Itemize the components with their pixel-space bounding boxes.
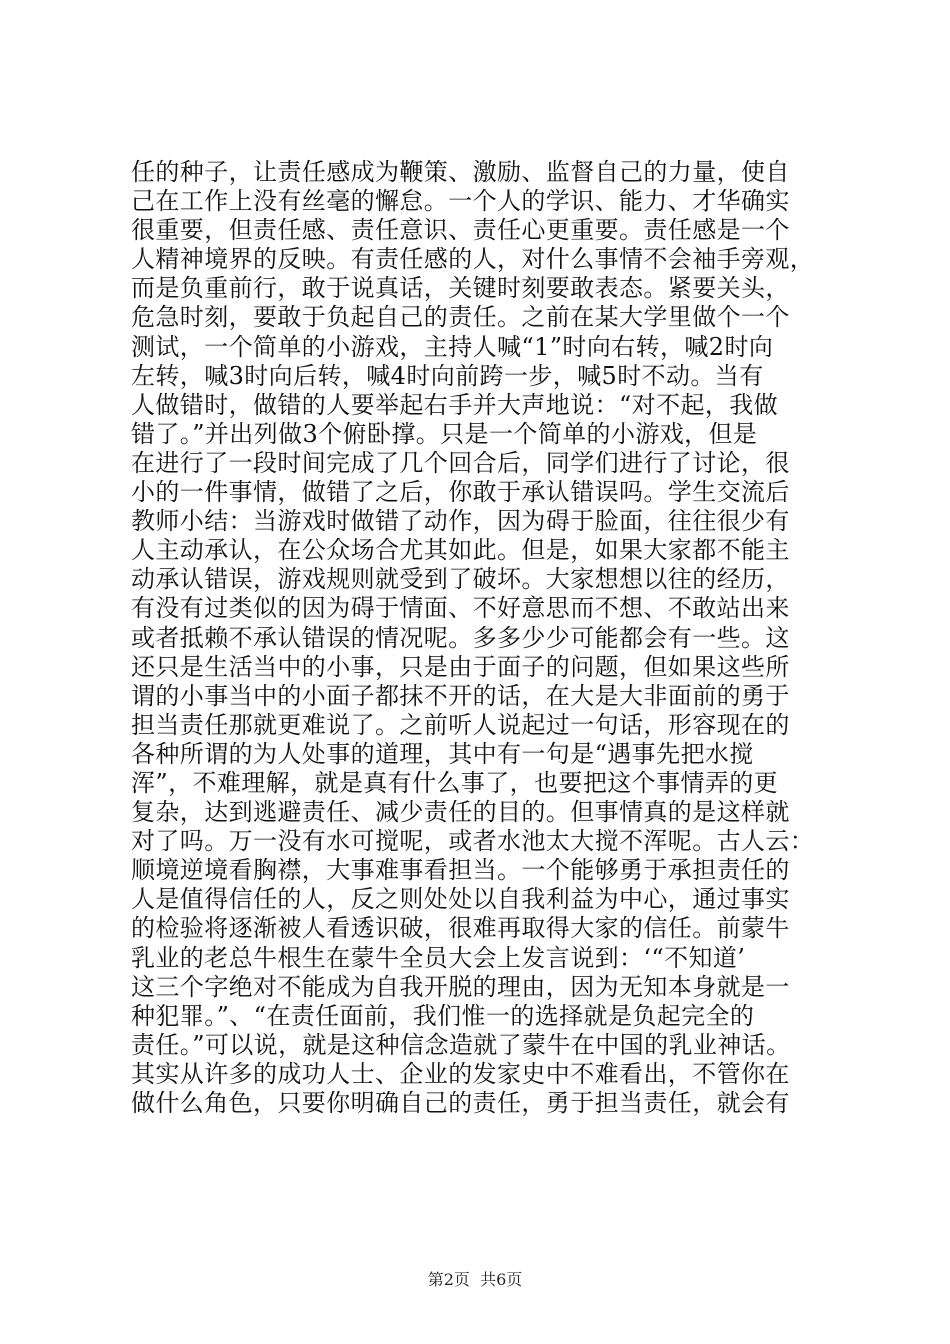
text-line: 乳业的老总牛根生在蒙牛全员大会上发言说到：‘“不知道’ bbox=[131, 943, 746, 972]
text-line: 有没有过类似的因为碍于情面、不好意思而不想、不敢站出来 bbox=[131, 594, 790, 623]
text-line: 己在工作上没有丝毫的懈怠。一个人的学识、能力、才华确实 bbox=[131, 187, 790, 216]
text-line: 人是值得信任的人，反之则处处以自我利益为中心，通过事实 bbox=[131, 885, 790, 914]
text-line: 其实从许多的成功人士、企业的发家史中不难看出，不管你在 bbox=[131, 1059, 790, 1088]
text-line: 人做错时，做错的人要举起右手并大声地说：“对不起，我做 bbox=[131, 390, 779, 419]
text-line: 复杂，达到逃避责任、减少责任的目的。但事情真的是这样就 bbox=[131, 798, 790, 827]
text-line: 在进行了一段时间完成了几个回合后，同学们进行了讨论，很 bbox=[131, 448, 790, 477]
text-line: 谓的小事当中的小面子都抹不开的话，在大是大非面前的勇于 bbox=[131, 681, 790, 710]
text-line: 对了吗。万一没有水可搅呢，或者水池太大搅不浑呢。古人云： bbox=[131, 827, 815, 856]
text-line: 各种所谓的为人处事的道理，其中有一句是“遇事先把水搅 bbox=[131, 739, 754, 768]
text-line: 人主动承认，在公众场合尤其如此。但是，如果大家都不能主 bbox=[131, 536, 790, 565]
text-line: 责任。”可以说，就是这种信念造就了蒙牛在中国的乳业神话。 bbox=[131, 1030, 791, 1059]
text-line: 小的一件事情，做错了之后，你敢于承认错误吗。学生交流后 bbox=[131, 478, 790, 507]
text-line: 左转，喊3时向后转，喊4时向前跨一步，喊5时不动。当有 bbox=[131, 361, 764, 390]
text-line: 人精神境界的反映。有责任感的人，对什么事情不会袖手旁观， bbox=[131, 245, 815, 274]
text-line: 很重要，但责任感、责任意识、责任心更重要。责任感是一个 bbox=[131, 216, 790, 245]
text-line: 错了。”并出列做3个俯卧撑。只是一个简单的小游戏，但是 bbox=[131, 419, 758, 448]
text-line: 做什么角色，只要你明确自己的责任，勇于担当责任，就会有 bbox=[131, 1089, 790, 1117]
text-line: 的检验将逐渐被人看透识破，很难再取得大家的信任。前蒙牛 bbox=[131, 914, 790, 943]
text-line: 而是负重前行，敢于说真话，关键时刻要敢表态。紧要关头， bbox=[131, 274, 790, 303]
text-line: 顺境逆境看胸襟，大事难事看担当。一个能够勇于承担责任的 bbox=[131, 856, 790, 885]
body-text bbox=[131, 158, 831, 1118]
text-line: 动承认错误，游戏规则就受到了破坏。大家想想以往的经历， bbox=[131, 565, 790, 594]
text-line: 任的种子，让责任感成为鞭策、激励、监督自己的力量，使自 bbox=[131, 158, 790, 186]
page-footer: 第2页 共6页 bbox=[427, 1270, 523, 1289]
text-line: 这三个字绝对不能成为自我开脱的理由，因为无知本身就是一 bbox=[131, 972, 790, 1001]
text-line: 危急时刻，要敢于负起自己的责任。之前在某大学里做个一个 bbox=[131, 303, 790, 332]
text-line: 还只是生活当中的小事，只是由于面子的问题，但如果这些所 bbox=[131, 652, 790, 681]
text-line: 或者抵赖不承认错误的情况呢。多多少少可能都会有一些。这 bbox=[131, 623, 790, 652]
text-line: 浑”，不难理解，就是真有什么事了，也要把这个事情弄的更 bbox=[131, 768, 779, 797]
text-line: 教师小结：当游戏时做错了动作，因为碍于脸面，往往很少有 bbox=[131, 507, 790, 536]
text-line: 测试，一个简单的小游戏，主持人喊“1”时向右转，喊2时向 bbox=[131, 332, 774, 361]
text-line: 担当责任那就更难说了。之前听人说起过一句话，形容现在的 bbox=[131, 710, 790, 739]
text-line: 种犯罪。”、“在责任面前，我们惟一的选择就是负起完全的 bbox=[131, 1001, 755, 1030]
